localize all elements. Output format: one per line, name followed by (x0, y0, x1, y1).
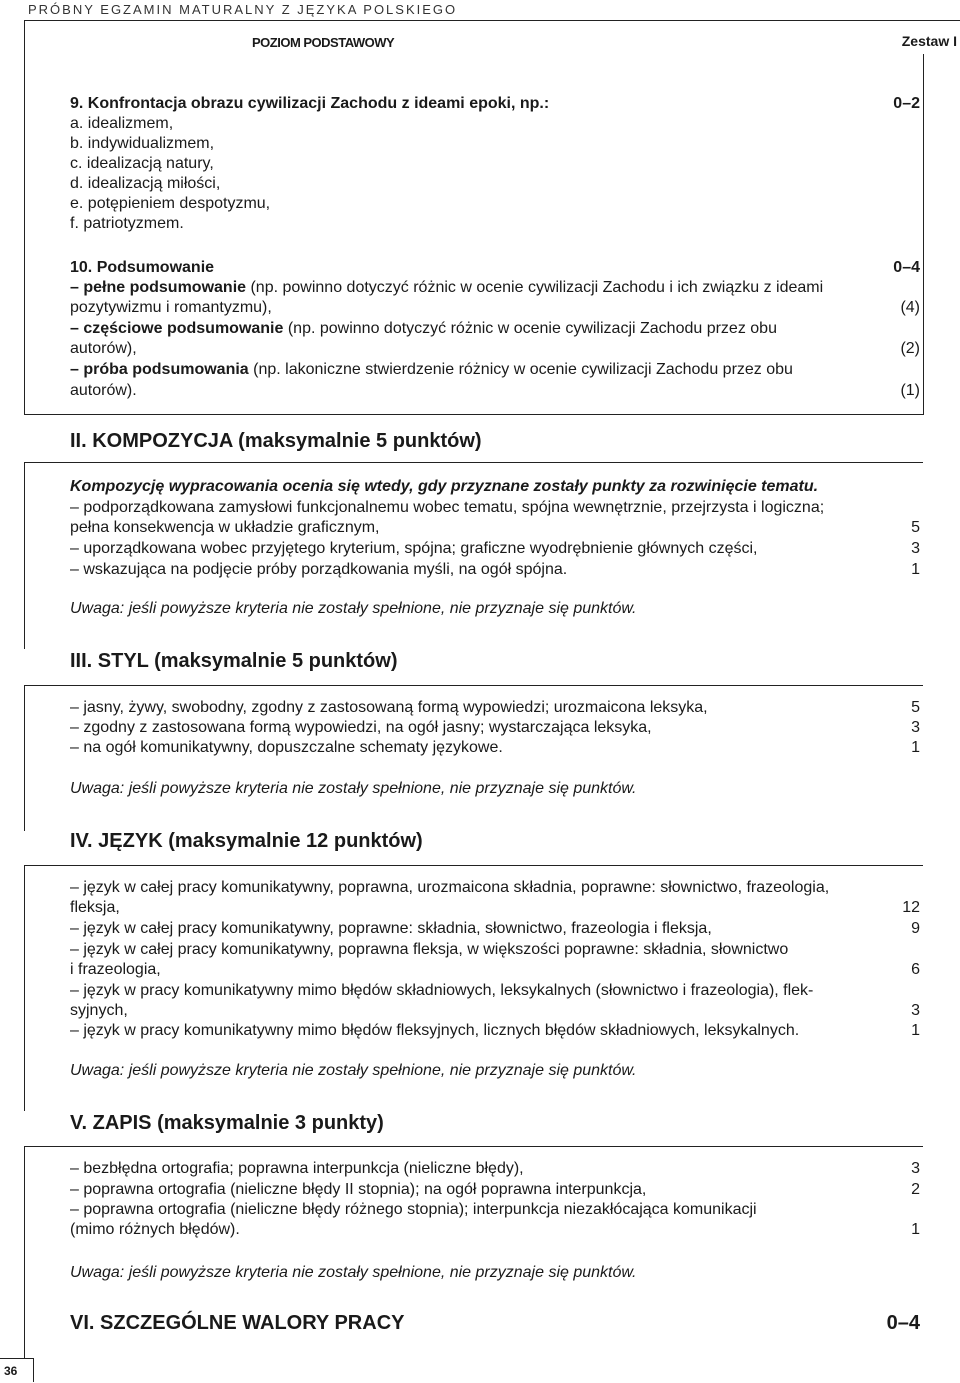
q10-title: 10. Podsumowanie (70, 259, 215, 276)
q9-option: e. potępieniem despotyzmu, (70, 195, 271, 212)
item-points: 1 (911, 561, 920, 578)
section-6-heading: VI. SZCZEGÓLNE WALORY PRACY (70, 1312, 405, 1334)
item-text: – zgodny z zastosowana formą wypowiedzi, na ogół jasny; wystarczająca leksyka, (70, 719, 652, 736)
q9-title-line (70, 94, 920, 114)
section-5-note: Uwaga: jeśli powyższe kryteria nie zostały spełnione, nie przyznaje się punktów. (70, 1264, 637, 1281)
section-4-note: Uwaga: jeśli powyższe kryteria nie zostały spełnione, nie przyznaje się punktów. (70, 1062, 637, 1079)
section-6-line (70, 1312, 920, 1335)
section-4-item: – język w pracy komunikatywny mimo błędów składniowych, leksykalnych (słownictwo i frazeologia), flek- (70, 982, 814, 999)
section-3-note: Uwaga: jeśli powyższe kryteria nie zostały spełnione, nie przyznaje się punktów. (70, 780, 637, 797)
criterion-text: pozytywizmu i romantyzmu), (70, 299, 272, 316)
q9-option: d. idealizacją miłości, (70, 175, 221, 192)
item-text: – uporządkowana wobec przyjętego kryterium, spójna; graficzne wyodrębnienie głównych części, (70, 540, 758, 557)
q9-option: f. patriotyzmem. (70, 215, 184, 232)
section-3-item (70, 718, 920, 738)
set-label: Zestaw I (901, 33, 957, 49)
item-text: – na ogół komunikatywny, dopuszczalne schematy językowe. (70, 739, 503, 756)
item-text: (mimo różnych błędów). (70, 1221, 240, 1238)
section-3-item (70, 698, 920, 718)
section-4-item: – język w całej pracy komunikatywny, poprawna, urozmaicona składnia, poprawne: słownictwo, frazeologia, (70, 879, 830, 896)
section-5-heading: V. ZAPIS (maksymalnie 3 punkty) (70, 1112, 384, 1134)
q10-title-line (70, 258, 920, 278)
criterion-points: (2) (900, 340, 920, 357)
item-text: – wskazująca na podjęcie próby porządkowania myśli, na ogół spójna. (70, 561, 568, 578)
section-4-item-cont (70, 1001, 920, 1021)
item-points: 1 (911, 1022, 920, 1039)
criterion-text: (np. powinno dotyczyć różnic w ocenie cywilizacji Zachodu przez obu (283, 320, 777, 337)
section-2-item-cont (70, 518, 920, 538)
item-text: i frazeologia, (70, 961, 161, 978)
section-4-item (70, 919, 920, 939)
item-text: – bezbłędna ortografia; poprawna interpunkcja (nieliczne błędy), (70, 1160, 524, 1177)
q10-criterion-partial (70, 319, 920, 339)
section-2-item (70, 539, 920, 559)
criterion-text: autorów), (70, 340, 137, 357)
item-text: – poprawna ortografia (nieliczne błędy II stopnia); na ogół poprawna interpunkcja, (70, 1181, 647, 1198)
q9-points: 0–2 (893, 95, 920, 112)
section-2-intro: Kompozycję wypracowania ocenia się wtedy, gdy przyznane zostały punkty za rozwinięcie tematu. (70, 478, 819, 495)
item-points: 3 (911, 1002, 920, 1019)
q9-title: 9. Konfrontacja obrazu cywilizacji Zachodu z ideami epoki, np.: (70, 95, 550, 112)
section-5-item (70, 1180, 920, 1200)
section-5-item-cont (70, 1220, 920, 1240)
level-label: POZIOM PODSTAWOWY (252, 35, 395, 50)
criterion-points: (4) (900, 299, 920, 316)
item-text: – jasny, żywy, swobodny, zgodny z zastosowaną formą wypowiedzi; urozmaicona leksyka, (70, 699, 708, 716)
q9-option: b. indywidualizmem, (70, 135, 215, 152)
criterion-text: (np. powinno dotyczyć różnic w ocenie cywilizacji Zachodu i ich związku z ideami (246, 279, 824, 296)
item-points: 5 (911, 519, 920, 536)
item-text: pełna konsekwencja w układzie graficznym, (70, 519, 380, 536)
section-5-item: – poprawna ortografia (nieliczne błędy różnego stopnia); interpunkcja niezakłócająca komunikacji (70, 1201, 757, 1218)
item-points: 12 (902, 899, 920, 916)
section-4-heading: IV. JĘZYK (maksymalnie 12 punktów) (70, 830, 423, 852)
section-5-item (70, 1159, 920, 1179)
q10-criterion-full (70, 278, 920, 298)
section-2-note: Uwaga: jeśli powyższe kryteria nie zostały spełnione, nie przyznaje się punktów. (70, 600, 637, 617)
running-header (0, 0, 960, 20)
q9-option: a. idealizmem, (70, 115, 174, 132)
item-points: 6 (911, 961, 920, 978)
q10-criterion-attempt-cont (70, 381, 920, 401)
exam-title: PRÓBNY EGZAMIN MATURALNY Z JĘZYKA POLSKIEGO (28, 2, 458, 17)
q10-criterion-partial-cont (70, 339, 920, 359)
q10-criterion-attempt (70, 360, 920, 380)
criterion-label: – częściowe podsumowanie (70, 320, 284, 337)
section-4-item-cont (70, 898, 920, 918)
section-4-item: – język w całej pracy komunikatywny, poprawna fleksja, w większości poprawne: składnia, słownictwo (70, 941, 789, 958)
section-2-heading: II. KOMPOZYCJA (maksymalnie 5 punktów) (70, 430, 482, 452)
section-2-item (70, 560, 920, 580)
item-points: 3 (911, 1160, 920, 1177)
section-3-heading: III. STYL (maksymalnie 5 punktów) (70, 650, 398, 672)
item-text: – język w całej pracy komunikatywny, poprawne: składnia, słownictwo, frazeologia i fleksja, (70, 920, 712, 937)
criterion-points: (1) (900, 382, 920, 399)
item-text: syjnych, (70, 1002, 128, 1019)
item-text: fleksja, (70, 899, 120, 916)
section-2-item: – podporządkowana zamysłowi funkcjonalnemu wobec tematu, spójna wewnętrznie, przejrzysta i logiczna; (70, 499, 825, 516)
item-points: 9 (911, 920, 920, 937)
header-box (24, 20, 960, 55)
q10-criterion-full-cont (70, 298, 920, 318)
criterion-text: autorów). (70, 382, 137, 399)
item-text: – język w pracy komunikatywny mimo błędów fleksyjnych, licznych błędów składniowych, leksykalnych. (70, 1022, 800, 1039)
criterion-text: (np. lakoniczne stwierdzenie różnicy w ocenie cywilizacji Zachodu przez obu (248, 361, 793, 378)
section-4-item (70, 1021, 920, 1041)
left-rule (24, 1310, 25, 1358)
item-points: 1 (911, 1221, 920, 1238)
item-points: 2 (911, 1181, 920, 1198)
criterion-label: – pełne podsumowanie (70, 279, 247, 296)
page-number: 36 (0, 1358, 34, 1382)
criterion-label: – próba podsumowania (70, 361, 249, 378)
section-4-item-cont (70, 960, 920, 980)
item-points: 1 (911, 739, 920, 756)
item-points: 3 (911, 719, 920, 736)
q10-points: 0–4 (893, 259, 920, 276)
item-points: 5 (911, 699, 920, 716)
q9-option: c. idealizacją natury, (70, 155, 214, 172)
section-6-points: 0–4 (886, 1312, 920, 1334)
section-3-item (70, 738, 920, 758)
item-points: 3 (911, 540, 920, 557)
